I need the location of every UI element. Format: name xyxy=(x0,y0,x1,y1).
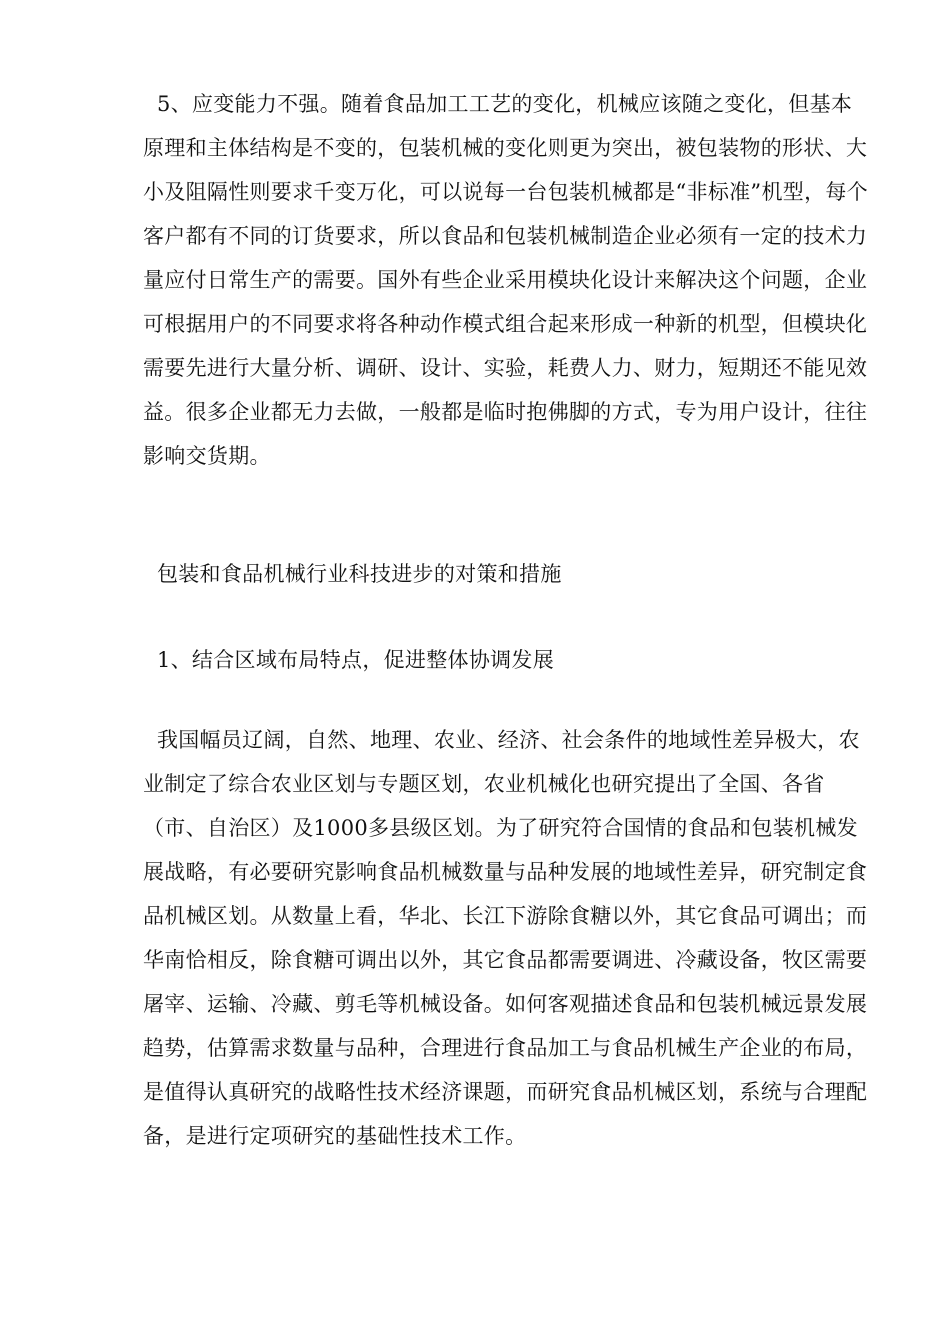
paragraph-adaptability: 5、应变能力不强。随着食品加工工艺的变化，机械应该随之变化，但基本原理和主体结构是不变的，包装机械的变化则更为突出，被包装物的形状、大小及阻隔性则要求千变万化，可以说每一台包装机械都是“非标准”机型，每个客户都有不同的订货要求，所以食品和包装机械制造企业必须有一定的技术力量应付日常生产的需要。国外有些企业采用模块化设计来解决这个问题，企业可根据用户的不同要求将各种动作模式组合起来形成一种新的机型，但模块化需要先进行大量分析、调研、设计、实验，耗费人力、财力，短期还不能见效益。很多企业都无力去做，一般都是临时抱佛脚的方式，专为用户设计，往往影响交货期。 xyxy=(143,92,868,468)
section-heading: 包装和食品机械行业科技进步的对策和措施 xyxy=(143,562,562,586)
paragraph-regional-planning: 我国幅员辽阔，自然、地理、农业、经济、社会条件的地域性差异极大，农业制定了综合农业区划与专题区划，农业机械化也研究提出了全国、各省（市、自治区）及1000多县级区划。为了研究符合国情的食品和包装机械发展战略，有必要研究影响食品机械数量与品种发展的地域性差异，研究制定食品机械区划。从数量上看，华北、长江下游除食糖以外，其它食品可调出；而华南恰相反，除食糖可调出以外，其它食品都需要调进、冷藏设备，牧区需要屠宰、运输、冷藏、剪毛等机械设备。如何客观描述食品和包装机械远景发展趋势，估算需求数量与品种，合理进行食品加工与食品机械生产企业的布局，是值得认真研究的战略性技术经济课题，而研究食品机械区划，系统与合理配备，是进行定项研究的基础性技术工作。 xyxy=(143,728,868,1148)
subheading-regional-layout: 1、结合区域布局特点，促进整体协调发展 xyxy=(143,648,555,672)
